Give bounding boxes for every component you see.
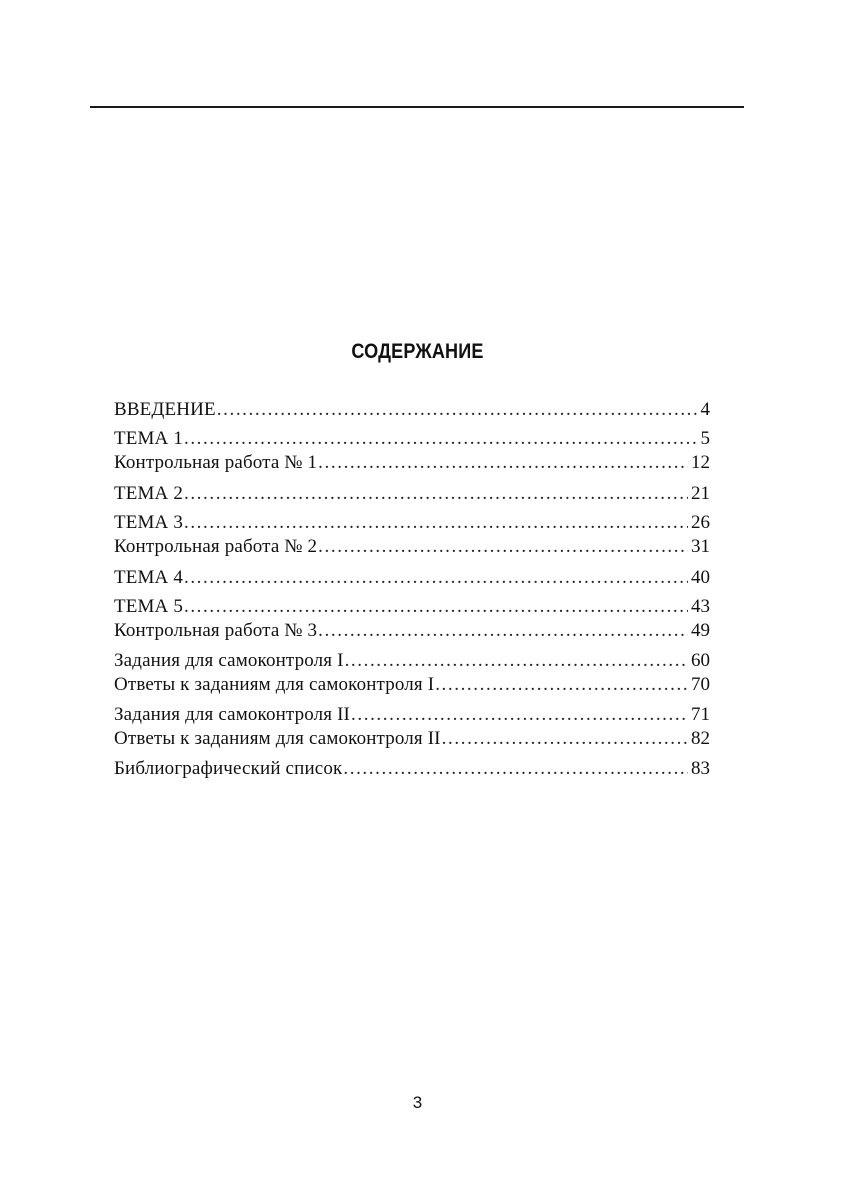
toc-dot-leader bbox=[184, 481, 688, 507]
toc-entry[interactable] bbox=[114, 534, 710, 560]
toc-dot-leader bbox=[318, 618, 688, 644]
toc-entry-label: Контрольная работа № 2 bbox=[114, 536, 318, 557]
toc-dot-leader bbox=[184, 426, 698, 452]
toc-entry-label: Контрольная работа № 1 bbox=[114, 452, 318, 473]
toc-entry[interactable] bbox=[114, 565, 710, 591]
toc-entry[interactable] bbox=[114, 702, 710, 728]
toc-entry-page: 70 bbox=[691, 674, 710, 695]
toc-entry[interactable] bbox=[114, 397, 710, 423]
toc-dot-leader bbox=[318, 534, 688, 560]
toc-entry[interactable] bbox=[114, 426, 710, 452]
toc-dot-leader bbox=[217, 397, 698, 423]
toc-entry-label: Задания для самоконтроля I bbox=[114, 650, 344, 671]
toc-dot-leader bbox=[184, 510, 688, 536]
toc-entry[interactable] bbox=[114, 481, 710, 507]
toc-entry-label: Ответы к заданиям для самоконтроля II bbox=[114, 728, 441, 749]
toc-entry-page: 21 bbox=[691, 483, 710, 504]
toc-entry-label: Контрольная работа № 3 bbox=[114, 620, 318, 641]
toc-entry-page: 60 bbox=[691, 650, 710, 671]
page-number: 3 bbox=[412, 1093, 423, 1112]
toc-entry[interactable] bbox=[114, 648, 710, 674]
toc-dot-leader bbox=[345, 648, 688, 674]
toc-dot-leader bbox=[442, 726, 688, 752]
toc-entry-label: ТЕМА 4 bbox=[114, 567, 183, 588]
toc-dot-leader bbox=[318, 450, 688, 476]
toc-entry[interactable] bbox=[114, 594, 710, 620]
toc-entry-page: 71 bbox=[691, 704, 710, 725]
toc-entry-label: Библиографический список bbox=[114, 758, 343, 779]
toc-entry-page: 4 bbox=[700, 399, 710, 420]
header-rule bbox=[90, 106, 744, 108]
toc-entry[interactable] bbox=[114, 726, 710, 752]
page-title: СОДЕРЖАНИЕ bbox=[351, 340, 484, 363]
toc-entry-page: 43 bbox=[691, 596, 710, 617]
toc-entry-label: ВВЕДЕНИЕ bbox=[114, 399, 216, 420]
toc-entry-page: 83 bbox=[691, 758, 710, 779]
toc-entry-page: 12 bbox=[691, 452, 710, 473]
toc-entry[interactable] bbox=[114, 672, 710, 698]
toc-dot-leader bbox=[351, 702, 688, 728]
toc-dot-leader bbox=[184, 594, 688, 620]
toc-entry-label: ТЕМА 5 bbox=[114, 596, 183, 617]
toc-entry[interactable] bbox=[114, 450, 710, 476]
toc-entry-page: 31 bbox=[691, 536, 710, 557]
toc-entry-page: 82 bbox=[691, 728, 710, 749]
toc-entry-label: ТЕМА 3 bbox=[114, 512, 183, 533]
toc-dot-leader bbox=[435, 672, 688, 698]
toc-dot-leader bbox=[184, 565, 688, 591]
toc-entry[interactable] bbox=[114, 510, 710, 536]
toc-entry-label: ТЕМА 1 bbox=[114, 428, 183, 449]
toc-entry-label: ТЕМА 2 bbox=[114, 483, 183, 504]
toc-entry-page: 49 bbox=[691, 620, 710, 641]
toc-entry-page: 5 bbox=[700, 428, 710, 449]
toc-entry[interactable] bbox=[114, 756, 710, 782]
toc-entry-page: 26 bbox=[691, 512, 710, 533]
toc-entry[interactable] bbox=[114, 618, 710, 644]
toc-entry-label: Задания для самоконтроля II bbox=[114, 704, 351, 725]
toc-entry-page: 40 bbox=[691, 567, 710, 588]
toc-entry-label: Ответы к заданиям для самоконтроля I bbox=[114, 674, 435, 695]
toc-dot-leader bbox=[343, 756, 688, 782]
